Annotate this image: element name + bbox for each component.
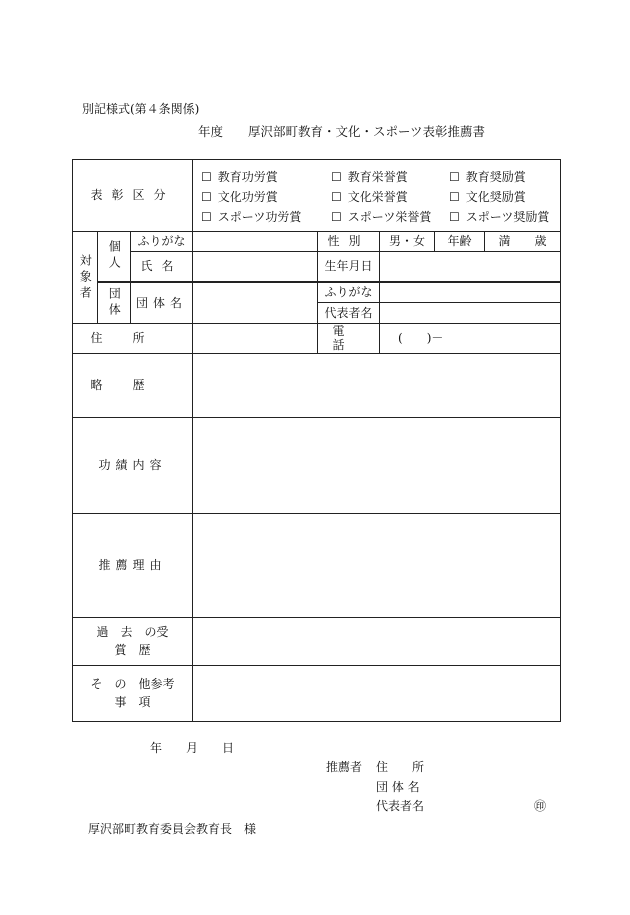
award-option[interactable] — [449, 170, 559, 184]
recommendation-form — [72, 159, 560, 715]
past-awards-label-line2: 賞 歴 — [114, 643, 151, 658]
award-category-label: 表彰区分 — [90, 188, 175, 203]
group-label-cell — [98, 282, 131, 324]
individual-name-row — [73, 252, 561, 282]
phone-label-cell — [318, 324, 380, 354]
award-option-label: 文化功労賞 — [217, 189, 278, 204]
name-label: 氏名 — [140, 259, 183, 274]
addressee: 厚沢部町教育委員会教育長 様 — [88, 822, 257, 836]
group-label: 団体 — [107, 286, 122, 319]
award-option-label: 教育功労賞 — [217, 169, 278, 184]
award-option[interactable] — [201, 190, 331, 204]
address-row — [73, 324, 561, 354]
name-input[interactable] — [193, 252, 318, 282]
award-option[interactable] — [201, 210, 331, 224]
group-name-label: 団体名 — [136, 295, 188, 310]
checkbox-icon[interactable]: ☐ — [331, 189, 342, 204]
checkbox-icon[interactable]: ☐ — [331, 209, 342, 224]
recommender-group-name-label: 団 体 名 — [376, 780, 420, 794]
address-label: 住所 — [90, 331, 175, 346]
furigana-label: ふりがな — [131, 232, 193, 252]
gender-label: 性別 — [327, 234, 370, 249]
other-reference-row — [73, 665, 561, 721]
birthdate-input[interactable] — [380, 252, 561, 282]
form-code: 別記様式(第４条関係) — [82, 102, 200, 116]
reason-label-cell — [73, 513, 193, 617]
checkbox-icon[interactable]: ☐ — [449, 189, 460, 204]
seal-icon: ㊞ — [534, 799, 547, 813]
recommender-representative-label: 代表者名 — [376, 799, 425, 813]
checkbox-icon[interactable]: ☐ — [201, 209, 212, 224]
form-table — [72, 159, 561, 722]
award-option-label: スポーツ功労賞 — [217, 209, 302, 224]
award-row-education — [201, 167, 560, 187]
career-input[interactable] — [193, 353, 561, 417]
other-reference-label-line2: 事 項 — [114, 695, 151, 710]
individual-furigana-row — [73, 232, 561, 252]
career-row — [73, 353, 561, 417]
award-option[interactable] — [449, 190, 559, 204]
recommender-label: 推薦者 — [326, 760, 363, 774]
award-option[interactable] — [331, 190, 449, 204]
achievement-label-cell — [73, 417, 193, 513]
award-option-label: 教育栄誉賞 — [347, 169, 408, 184]
award-option-label: 文化奨励賞 — [465, 189, 526, 204]
document-title: 年度 厚沢部町教育・文化・スポーツ表彰推薦書 — [198, 124, 486, 139]
group-furigana-input[interactable] — [380, 282, 561, 303]
reason-input[interactable] — [193, 513, 561, 617]
address-label-cell — [73, 324, 193, 354]
award-option-label: 文化栄誉賞 — [347, 189, 408, 204]
award-option-label: スポーツ栄誉賞 — [347, 209, 432, 224]
other-reference-label-cell — [73, 665, 193, 721]
representative-input[interactable] — [380, 303, 561, 324]
award-row-culture — [201, 187, 560, 207]
furigana-input[interactable] — [193, 232, 318, 252]
award-row-sports — [201, 207, 560, 227]
career-label-cell — [73, 353, 193, 417]
award-option-label: スポーツ奨励賞 — [465, 209, 550, 224]
other-reference-input[interactable] — [193, 665, 561, 721]
other-reference-label-line1: そ の 他参考 — [90, 677, 175, 692]
award-option-label: 教育奨励賞 — [465, 169, 526, 184]
award-options-cell — [193, 160, 561, 232]
group-name-input[interactable] — [193, 282, 318, 324]
subject-label: 対象者 — [78, 253, 93, 302]
award-option[interactable] — [331, 170, 449, 184]
award-option[interactable] — [331, 210, 449, 224]
checkbox-icon[interactable]: ☐ — [201, 169, 212, 184]
career-label: 略歴 — [90, 378, 175, 393]
submission-date: 年 月 日 — [150, 741, 235, 755]
past-awards-input[interactable] — [193, 617, 561, 665]
address-input[interactable] — [193, 324, 318, 354]
checkbox-icon[interactable]: ☐ — [449, 209, 460, 224]
name-label-cell — [131, 252, 193, 282]
gender-label-cell — [318, 232, 380, 252]
group-furigana-row — [73, 282, 561, 303]
age-input[interactable]: 満 歳 — [485, 232, 561, 252]
phone-label: 電話 — [332, 324, 365, 353]
age-label: 年齢 — [435, 232, 485, 252]
award-option[interactable] — [449, 210, 559, 224]
checkbox-icon[interactable]: ☐ — [331, 169, 342, 184]
past-awards-label-cell — [73, 617, 193, 665]
gender-options[interactable]: 男・女 — [380, 232, 435, 252]
phone-input[interactable]: ( )－ — [380, 324, 561, 354]
checkbox-icon[interactable]: ☐ — [201, 189, 212, 204]
individual-label-cell — [98, 232, 131, 282]
individual-label: 個人 — [107, 240, 122, 273]
past-awards-row — [73, 617, 561, 665]
past-awards-label-line1: 過 去 の受 — [96, 625, 169, 640]
birthdate-label: 生年月日 — [318, 252, 380, 282]
award-options — [193, 164, 560, 227]
reason-row — [73, 513, 561, 617]
recommender-address-label: 住 所 — [376, 760, 425, 774]
reason-label: 推薦理由 — [98, 558, 167, 573]
award-option[interactable] — [201, 170, 331, 184]
award-category-label-cell — [73, 160, 193, 232]
award-category-row — [73, 160, 561, 232]
achievement-input[interactable] — [193, 417, 561, 513]
checkbox-icon[interactable]: ☐ — [449, 169, 460, 184]
group-furigana-label: ふりがな — [318, 282, 380, 303]
representative-label: 代表者名 — [318, 303, 380, 324]
achievement-label: 功績内容 — [98, 458, 167, 473]
achievement-row — [73, 417, 561, 513]
subject-label-cell — [73, 232, 98, 324]
group-name-label-cell — [131, 282, 193, 324]
